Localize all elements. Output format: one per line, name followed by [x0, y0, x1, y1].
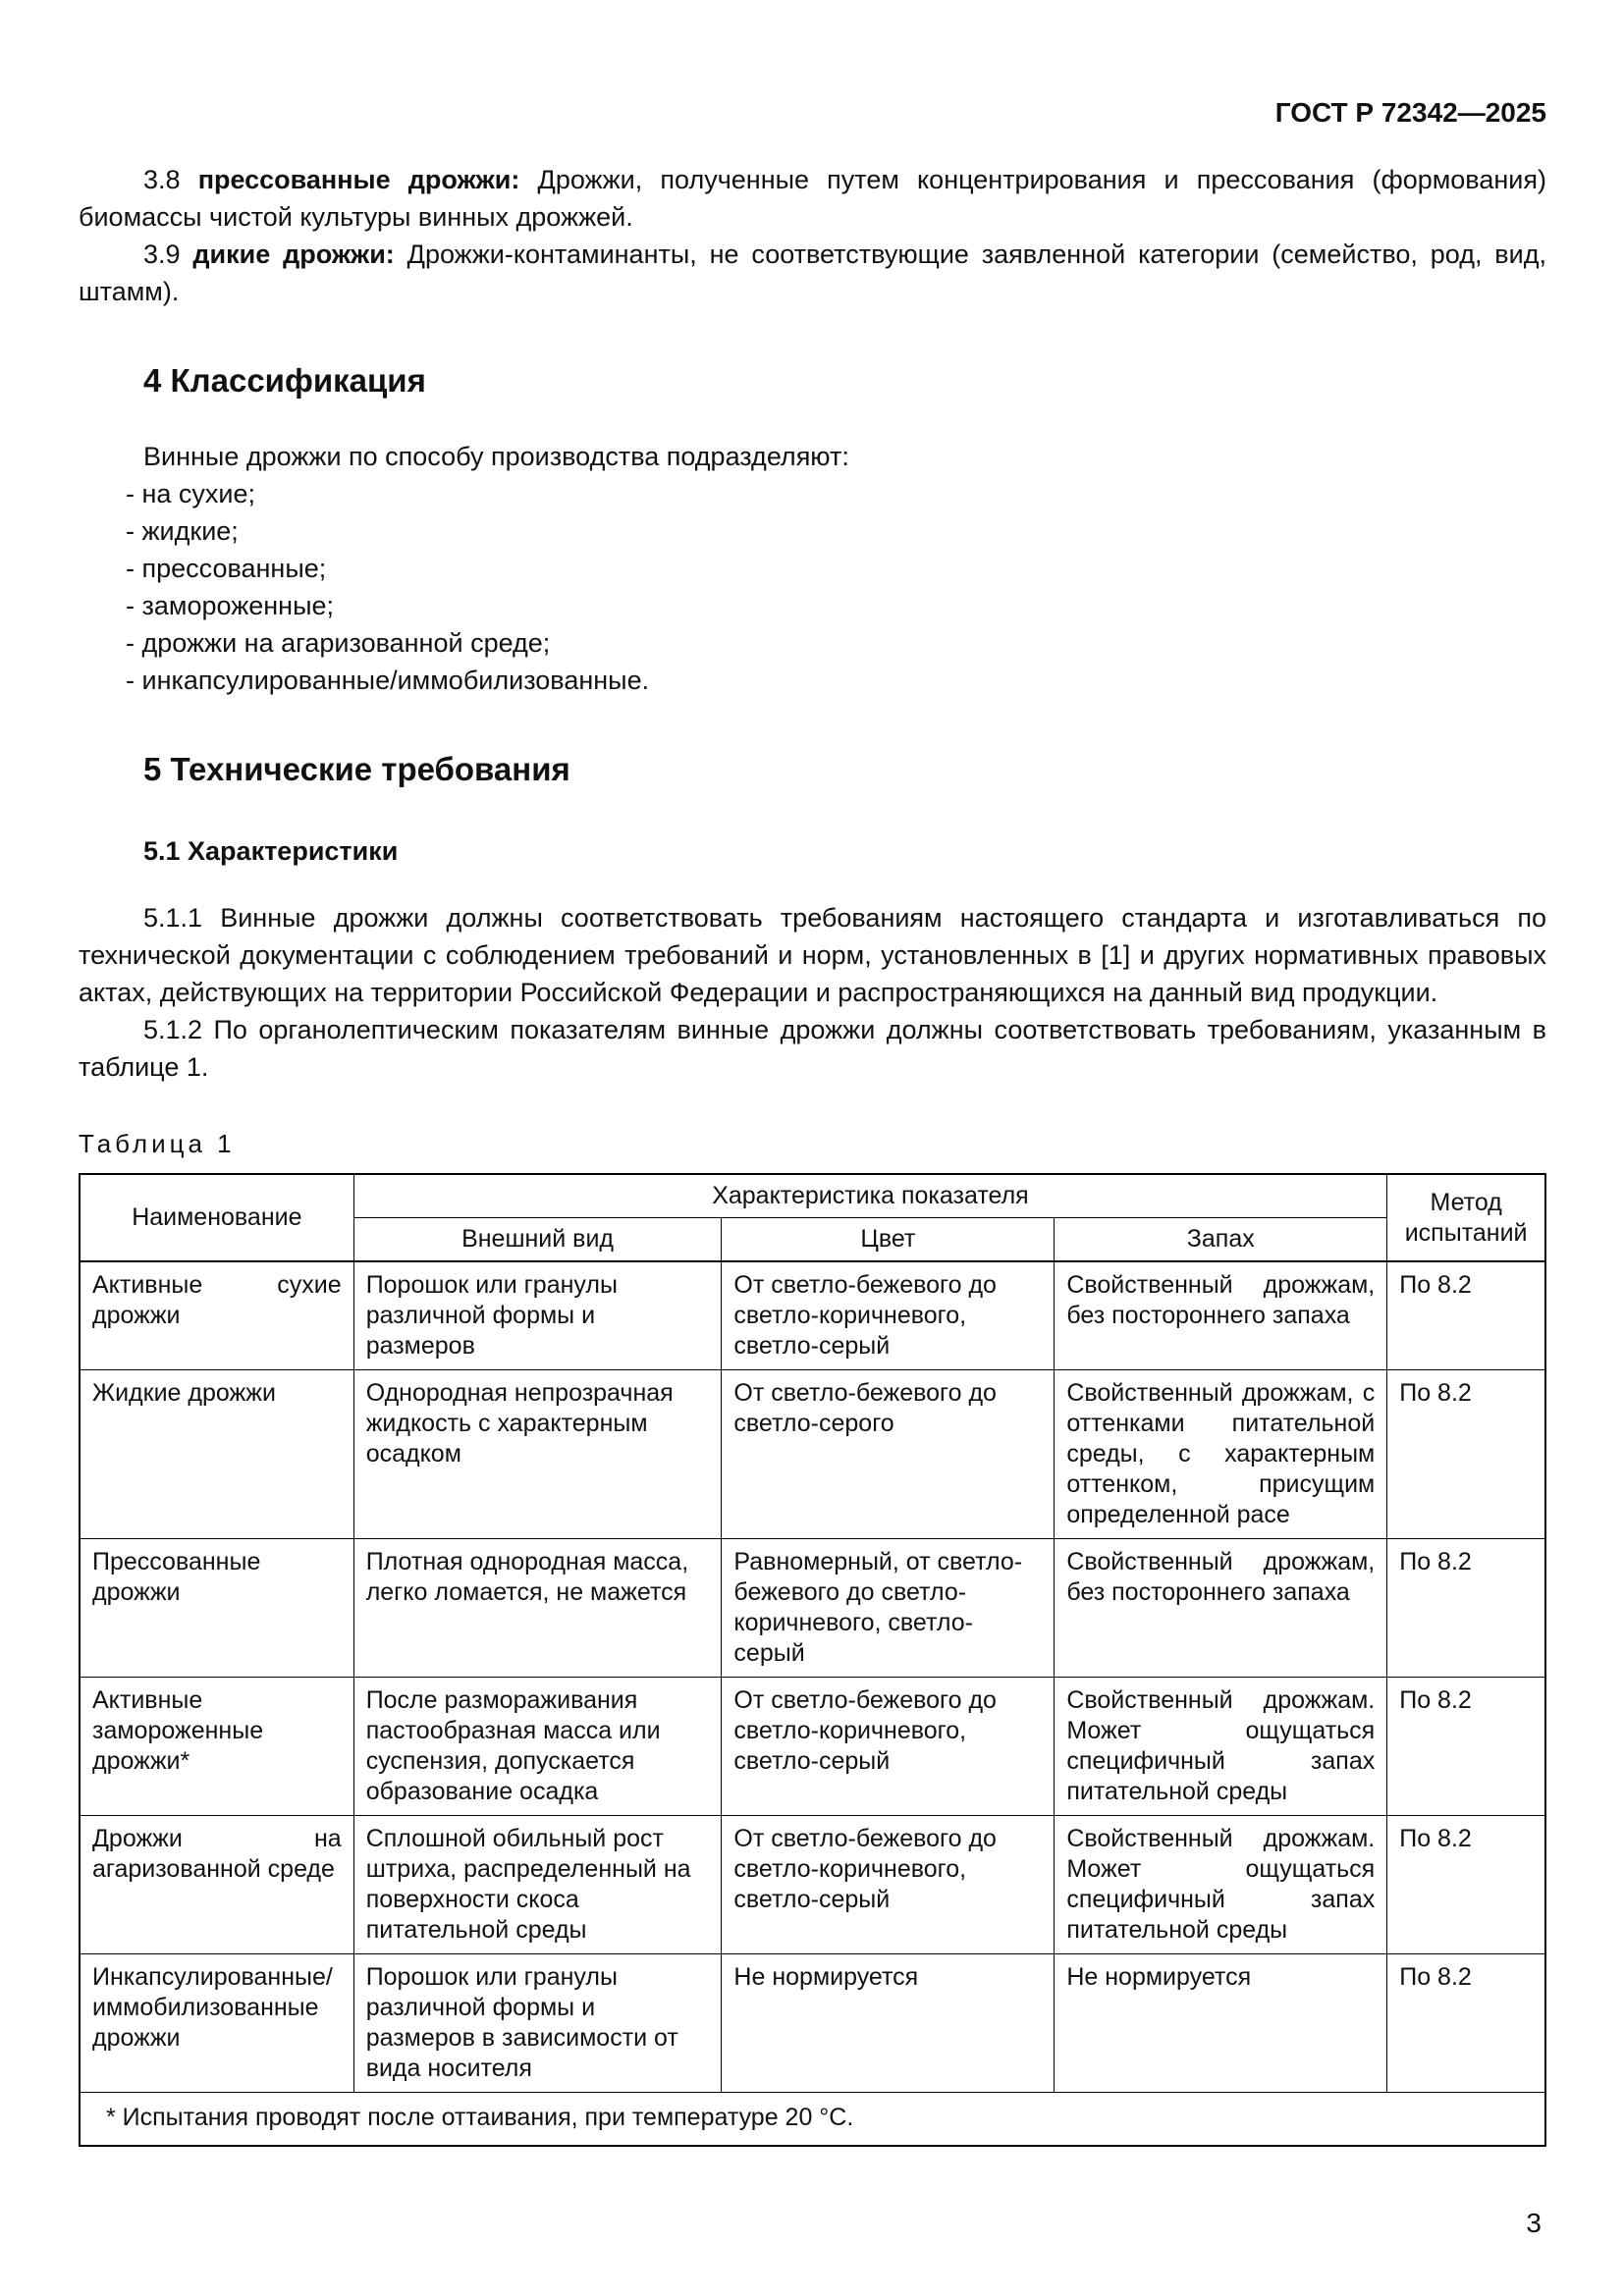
definition-text: Дрожжи, полученные путем концентрирования и прессования (формования) биомассы чистой культуры винных дрожжей. — [79, 165, 1546, 232]
table-footnote-row — [80, 2093, 1545, 2147]
cell-appearance: После размораживания пастообразная масса или суспензия, допускается образование осадка — [353, 1678, 722, 1816]
list-item: - прессованные; — [126, 554, 327, 583]
cell-method: По 8.2 — [1387, 1370, 1545, 1539]
clause-number: 3.8 — [143, 165, 181, 194]
cell-name: Прессованные дрожжи — [80, 1539, 353, 1678]
table-row — [80, 1678, 1545, 1816]
cell-name: Активные сухие дрожжи — [80, 1261, 353, 1370]
classification-intro: Винные дрожжи по способу производства подразделяют: — [143, 442, 849, 471]
list-item: - на сухие; — [126, 479, 256, 508]
cell-name: Дрожжи на агаризованной среде — [80, 1816, 353, 1954]
table-header-row — [80, 1174, 1545, 1218]
paragraph-3-8 — [79, 161, 1546, 236]
definition-text: Дрожжи-контаминанты, не соответствующие заявленной категории (семейство, род, вид, штамм). — [79, 240, 1546, 306]
cell-method: По 8.2 — [1387, 1954, 1545, 2093]
list-item: - замороженные; — [126, 591, 335, 620]
table-row — [80, 1816, 1545, 1954]
list-item: - инкапсулированные/иммобилизованные. — [126, 666, 650, 695]
cell-smell: Свойственный дрожжам, с оттенками питательной среды, с характерным оттенком, присущим определенной расе — [1055, 1370, 1387, 1539]
cell-color: От светло-бежевого до светло-серого — [722, 1370, 1055, 1539]
cell-smell: Свойственный дрожжам. Может ощущаться специфичный запах питательной среды — [1055, 1816, 1387, 1954]
paragraph-3-9 — [79, 236, 1546, 310]
col-header-name: Наименование — [80, 1174, 353, 1261]
paragraph-5-1-1: 5.1.1 Винные дрожжи должны соответствовать требованиям настоящего стандарта и изготавливаться по технической документации с соблюдением требований и норм, установленных в [1] и других нормативных правовых актах, действующих на территории Российской Федерации и распространяющихся на данный вид продукции. — [79, 903, 1546, 1007]
col-header-smell: Запах — [1055, 1218, 1387, 1262]
table-row — [80, 1370, 1545, 1539]
section-4-heading: 4 Классификация — [143, 362, 426, 399]
cell-smell: Не нормируется — [1055, 1954, 1387, 2093]
clause-number: 3.9 — [143, 240, 181, 269]
cell-name: Жидкие дрожжи — [80, 1370, 353, 1539]
table-footnote: * Испытания проводят после оттаивания, при температуре 20 °С. — [80, 2093, 1545, 2147]
table-header — [80, 1174, 1545, 1261]
cell-appearance: Порошок или гранулы различной формы и размеров в зависимости от вида носителя — [353, 1954, 722, 2093]
defined-term: прессованные дрожжи: — [197, 165, 520, 194]
cell-appearance: Плотная однородная масса, легко ломается, не мажется — [353, 1539, 722, 1678]
classification-list — [79, 475, 1546, 699]
cell-smell: Свойственный дрожжам, без постороннего запаха — [1055, 1261, 1387, 1370]
col-header-appearance: Внешний вид — [353, 1218, 722, 1262]
cell-name: Активные замороженные дрожжи* — [80, 1678, 353, 1816]
cell-method: По 8.2 — [1387, 1261, 1545, 1370]
table-row — [80, 1539, 1545, 1678]
table-row — [80, 1261, 1545, 1370]
defined-term: дикие дрожжи: — [192, 240, 395, 269]
section-5-1-heading: 5.1 Характеристики — [143, 836, 399, 866]
table-caption: Таблица 1 — [79, 1129, 236, 1158]
cell-smell: Свойственный дрожжам, без постороннего запаха — [1055, 1539, 1387, 1678]
cell-method: По 8.2 — [1387, 1816, 1545, 1954]
list-item: - жидкие; — [126, 516, 239, 546]
organoleptic-requirements-table — [79, 1173, 1546, 2147]
col-header-method: Метод испытаний — [1387, 1174, 1545, 1261]
cell-color: Не нормируется — [722, 1954, 1055, 2093]
doc-standard-number: ГОСТ Р 72342—2025 — [1274, 97, 1546, 128]
cell-color: От светло-бежевого до светло-коричневого, светло-серый — [722, 1816, 1055, 1954]
cell-appearance: Порошок или гранулы различной формы и размеров — [353, 1261, 722, 1370]
cell-smell: Свойственный дрожжам. Может ощущаться специфичный запах питательной среды — [1055, 1678, 1387, 1816]
page-number: 3 — [1526, 2208, 1542, 2238]
cell-color: От светло-бежевого до светло-коричневого, светло-серый — [722, 1678, 1055, 1816]
cell-appearance: Сплошной обильный рост штриха, распределенный на поверхности скоса питательной среды — [353, 1816, 722, 1954]
cell-color: Равномерный, от светло-бежевого до светло-коричневого, светло-серый — [722, 1539, 1055, 1678]
table-row — [80, 1954, 1545, 2093]
cell-appearance: Однородная непрозрачная жидкость с характерным осадком — [353, 1370, 722, 1539]
paragraph-5-1-2: 5.1.2 По органолептическим показателям винные дрожжи должны соответствовать требованиям, указанным в таблице 1. — [79, 1015, 1546, 1082]
cell-name: Инкапсулированные/иммобилизованные дрожжи — [80, 1954, 353, 2093]
cell-color: От светло-бежевого до светло-коричневого, светло-серый — [722, 1261, 1055, 1370]
cell-method: По 8.2 — [1387, 1539, 1545, 1678]
cell-method: По 8.2 — [1387, 1678, 1545, 1816]
col-header-characteristic-group: Характеристика показателя — [353, 1174, 1387, 1218]
col-header-color: Цвет — [722, 1218, 1055, 1262]
list-item: - дрожжи на агаризованной среде; — [126, 628, 551, 658]
section-5-heading: 5 Технические требования — [143, 751, 570, 787]
